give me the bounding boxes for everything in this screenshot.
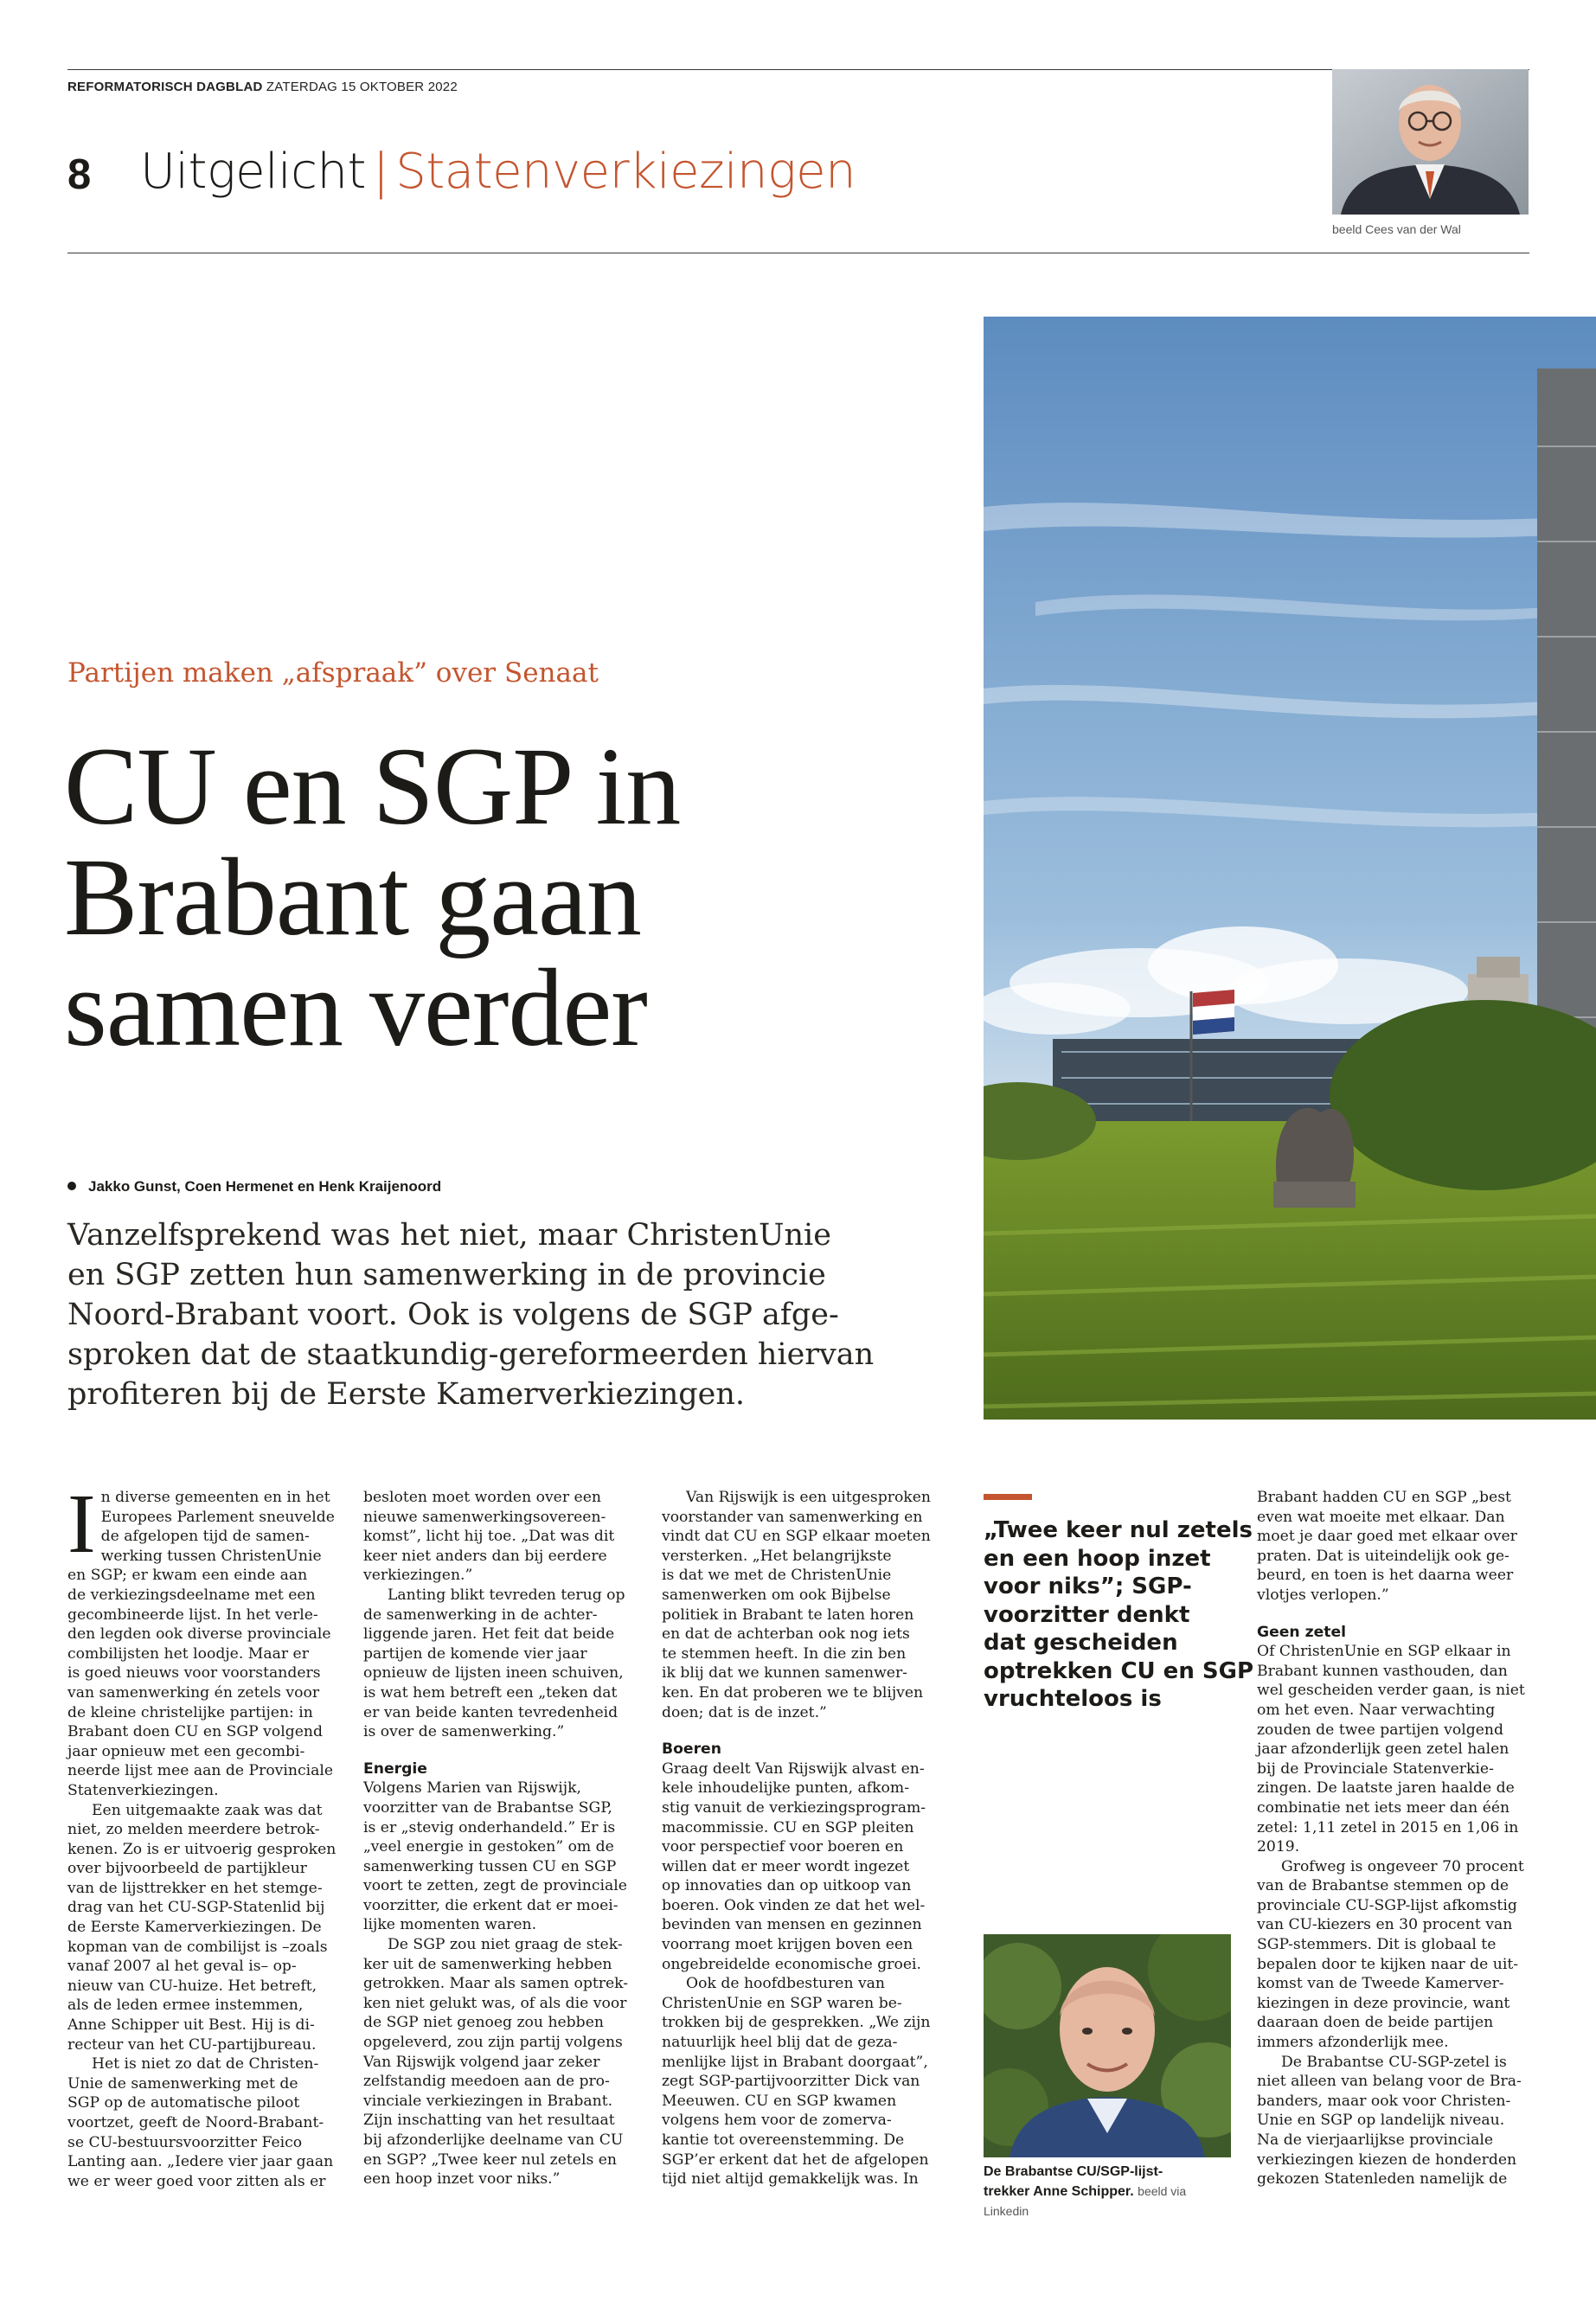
text-line: n diverse gemeenten en in het (100, 1489, 330, 1506)
text-line: niet alleen van belang voor de Bra- (1257, 2073, 1522, 2091)
text-line: werking tussen ChristenUnie (100, 1547, 322, 1565)
byline-authors: Jakko Gunst, Coen Hermenet en Henk Kraijenoord (88, 1178, 442, 1195)
text-line: lijke momenten waren. (363, 1916, 537, 1934)
text-line: bij de Provinciale Statenverkie- (1257, 1759, 1494, 1778)
text-line: van de lijsttrekker en het stemge- (67, 1879, 323, 1897)
caption-text: trekker Anne Schipper. (984, 2184, 1134, 2199)
intro-line: en SGP zetten hun samenwerking in de provincie (67, 1258, 826, 1292)
text-line: kele inhoudelijke punten, afkom- (662, 1779, 910, 1798)
text-line: combilijsten het loodje. Maar er (67, 1644, 309, 1663)
text-line: getrokken. Maar als samen optrek- (363, 1975, 629, 1993)
text-line: jaar afzonderlijk geen zetel halen (1257, 1740, 1509, 1759)
text-line: kopman van de combilijst is –zoals (67, 1938, 328, 1956)
text-line: 2019. (1257, 1838, 1300, 1856)
text-line: opnieuw de lijsten ineen schuiven, (363, 1664, 624, 1682)
text-line: besloten moet worden over een (363, 1489, 601, 1506)
top-rule (67, 69, 1529, 70)
text-line: neerde lijst mee aan de Provinciale (67, 1762, 333, 1780)
text-line: kenen. Zo is er uitvoerig gesproken (67, 1840, 337, 1858)
hero-photo (984, 317, 1596, 1420)
text-line: den legden ook diverse provinciale (67, 1625, 331, 1644)
text-line: voortzet, geeft de Noord-Brabant- (67, 2114, 324, 2131)
text-line: een hoop inzet voor niks.” (363, 2170, 561, 2189)
text-line: partijen de komende vier jaar (363, 1644, 587, 1663)
text-line: gecombineerde lijst. In het verle- (67, 1606, 318, 1624)
text-line: komst”, licht hij toe. „Dat was dit (363, 1528, 615, 1546)
text-line: ken niet gelukt was, of als die voor (363, 1994, 627, 2012)
text-line: Lanting aan. „Iedere vier jaar gaan (67, 2153, 334, 2171)
text-line: De Brabantse CU-SGP-zetel is (1281, 2053, 1507, 2071)
text-line: bevinden van mensen en gezinnen (662, 1916, 922, 1934)
text-line: is over de samenwerking.” (363, 1723, 565, 1741)
text-line: beurd, en toen is het daarna weer (1257, 1567, 1514, 1585)
quote-line: dat gescheiden (984, 1630, 1178, 1656)
text-line: immers afzonderlijk mee. (1257, 2034, 1449, 2052)
text-line: daaraan doen de beide partijen (1257, 2014, 1494, 2032)
text-line: en dat de achterban ook nog iets (662, 1625, 910, 1644)
text-line: is dat we met de ChristenUnie (662, 1567, 892, 1585)
text-line: Grofweg is ongeveer 70 procent (1281, 1857, 1524, 1875)
text-line: Het is niet zo dat de Christen- (92, 2055, 319, 2073)
text-line: Lanting blikt tevreden terug op (388, 1586, 625, 1604)
text-line: politiek in Brabant te laten horen (662, 1606, 914, 1624)
intro-line: Vanzelfsprekend was het niet, maar ChristenUnie (67, 1218, 831, 1253)
text-line: de samenwerking in de achter- (363, 1606, 598, 1624)
text-line: volgens hem voor de zomerva- (662, 2112, 892, 2130)
text-line: jaar opnieuw met een gecombi- (67, 1742, 305, 1760)
section-title (140, 144, 856, 200)
text-line: niet, zo melden meerdere betrok- (67, 1821, 320, 1839)
headline-line: Brabant gaan (64, 836, 641, 958)
text-line: versterken. „Het belangrijkste (662, 1547, 892, 1565)
text-line: verkiezingen.” (363, 1567, 473, 1585)
text-line: de SGP niet genoeg zou hebben (363, 2014, 604, 2032)
text-line: praten. Dat is uiteindelijk ook ge- (1257, 1547, 1509, 1565)
headline-line: samen verder (64, 946, 647, 1069)
text-line: zelfstandig meedoen aan de pro- (363, 2073, 610, 2091)
text-line: is wat hem betreft een „teken dat (363, 1683, 618, 1702)
text-line: Een uitgemaakte zaak was dat (92, 1801, 323, 1819)
quote-accent-bar (984, 1494, 1032, 1500)
article-kicker: Partijen maken „afspraak” over Senaat (67, 657, 599, 689)
text-line: vlotjes verlopen.” (1257, 1586, 1389, 1604)
text-line: kiezingen in deze provincie, want (1257, 1994, 1510, 2012)
text-line: Brabant kunnen vasthouden, dan (1257, 1662, 1508, 1680)
text-line: doen; dat is de inzet.” (662, 1703, 827, 1721)
pull-quote (984, 1516, 1253, 1714)
text-line: liggende jaren. Het feit dat beide (363, 1625, 615, 1644)
text-line: menlijke lijst in Brabant doorgaat”, (662, 2053, 928, 2071)
text-line: kantie tot overeenstemming. De (662, 2131, 905, 2149)
text-line: ken. En dat proberen we te blijven (662, 1683, 924, 1702)
text-line: opgeleverd, zou zijn partij volgens (363, 2034, 623, 2052)
quote-line: voorzitter denkt (984, 1601, 1190, 1628)
text-line: Volgens Marien van Rijswijk, (363, 1779, 581, 1798)
caption-credit: beeld via (1138, 2184, 1187, 2198)
subheading: Boeren (662, 1740, 721, 1759)
quote-line: voor niks”; SGP- (984, 1574, 1192, 1599)
text-line: vanaf 2007 al het geval is– op- (67, 1958, 297, 1976)
caption-credit: Linkedin (984, 2204, 1029, 2218)
subheading: Energie (363, 1759, 427, 1778)
section-separator: | (372, 144, 389, 200)
text-line: SGP’er erkent dat het de afgelopen (662, 2150, 929, 2169)
text-line: ker uit de samenwerking hebben (363, 1955, 612, 1973)
masthead (67, 80, 458, 94)
text-line: SGP-stemmers. Dit is globaal te (1257, 1936, 1497, 1954)
caption-text: De Brabantse CU/SGP-lijst- (984, 2164, 1163, 2179)
text-line: zetel: 1,11 zetel in 2015 en 1,06 in (1257, 1818, 1519, 1836)
text-line: Unie de samenwerking met de (67, 2074, 298, 2093)
text-line: is goed nieuws voor voorstanders (67, 1664, 321, 1682)
text-line: samenwerken om ook Bijbelse (662, 1586, 891, 1604)
text-line: en SGP? „Twee keer nul zetels en (363, 2150, 617, 2169)
text-line: SGP op de automatische piloot (67, 2094, 300, 2112)
text-line: is er „stevig onderhandeld.” Er is (363, 1818, 616, 1836)
text-line: wel gescheiden verder gaan, is niet (1257, 1682, 1525, 1700)
headline-line: CU en SGP in (64, 725, 681, 848)
text-line: „veel energie in gestoken” om de (363, 1838, 614, 1856)
intro-line: sproken dat de staatkundig-gereformeerden hiervan (67, 1337, 875, 1372)
intro-line: profiteren bij de Eerste Kamerverkiezingen. (67, 1377, 746, 1412)
text-line: Unie en SGP op landelijk niveau. (1257, 2112, 1505, 2130)
text-line: drag van het CU-SGP-Statenlid bij (67, 1899, 325, 1917)
body-column-2 (363, 1488, 638, 2189)
quote-line: optrekken CU en SGP (984, 1657, 1253, 1684)
text-line: vinciale verkiezingen in Brabant. (363, 2092, 613, 2110)
candidate-photo (984, 1934, 1231, 2157)
text-line: samenwerking tussen CU en SGP (363, 1857, 617, 1875)
text-line: Brabant doen CU en SGP volgend (67, 1723, 323, 1741)
quote-line: vruchteloos is (984, 1686, 1162, 1712)
text-line: verkiezingen kiezen de honderden (1257, 2150, 1517, 2169)
text-line: Zijn inschatting van het resultaat (363, 2112, 615, 2130)
photo-caption (984, 2163, 1243, 2221)
text-line: recteur van het CU-partijbureau. (67, 2035, 317, 2054)
text-line: moet je daar goed met elkaar over (1257, 1528, 1517, 1546)
text-line: stig vanuit de verkiezingsprogram- (662, 1798, 926, 1817)
text-line: komst van de Tweede Kamerver- (1257, 1975, 1504, 1993)
text-line: Brabant hadden CU en SGP „best (1257, 1489, 1511, 1506)
text-line: De SGP zou niet graag de stek- (388, 1936, 623, 1954)
text-line: keer niet anders dan bij eerdere (363, 1547, 607, 1565)
text-line: we er weer goed voor zitten als er (67, 2172, 326, 2190)
drop-cap: I (67, 1477, 96, 1571)
text-line: Van Rijswijk is een uitgesproken (686, 1489, 931, 1506)
text-line: Ook de hoofdbesturen van (686, 1975, 886, 1993)
text-line: Statenverkiezingen. (67, 1781, 219, 1799)
text-line: Graag deelt Van Rijswijk alvast en- (662, 1759, 925, 1778)
text-line: om het even. Naar verwachting (1257, 1701, 1496, 1719)
byline-bullet-icon (67, 1182, 76, 1190)
text-line: voorstander van samenwerking en (662, 1508, 923, 1526)
text-line: vindt dat CU en SGP elkaar moeten (662, 1528, 931, 1546)
text-line: banders, maar ook voor Christen- (1257, 2092, 1511, 2110)
text-line: ongebreidelde economische groei. (662, 1955, 921, 1973)
subheading: Geen zetel (1257, 1623, 1347, 1641)
subsection-name: Statenverkiezingen (395, 144, 856, 200)
text-line: en SGP; er kwam een einde aan (67, 1567, 308, 1585)
text-line: op innovaties dan op uitkoop van (662, 1877, 912, 1895)
text-line: provinciale CU-SGP-lijst afkomstig (1257, 1896, 1517, 1914)
text-line: voorzitter van de Brabantse SGP, (363, 1798, 612, 1817)
provinciehuis-illustration (984, 317, 1596, 1420)
text-line: boeren. Ook vinden ze dat het wel- (662, 1896, 926, 1914)
candidate-portrait-illustration (984, 1934, 1231, 2157)
text-line: de Eerste Kamerverkiezingen. De (67, 1919, 322, 1937)
text-line: zingen. De laatste jaren haalde de (1257, 1779, 1515, 1798)
text-line: de verkiezingsdeelname met een (67, 1586, 316, 1604)
text-line: voort te zetten, zegt de provinciale (363, 1877, 627, 1895)
text-line: als de leden ermee instemmen, (67, 1997, 304, 2015)
article-intro (67, 1215, 941, 1414)
text-line: trokken bij de gesprekken. „We zijn (662, 2014, 931, 2032)
text-line: even wat moeite met elkaar. Dan (1257, 1508, 1505, 1526)
text-line: Anne Schipper uit Best. Hij is di- (67, 2016, 315, 2035)
text-line: er van beide kanten tevredenheid (363, 1703, 619, 1721)
text-line: macommissie. CU en SGP pleiten (662, 1818, 914, 1836)
text-line: zouden de twee partijen volgend (1257, 1721, 1503, 1739)
text-line: bij afzonderlijke deelname van CU (363, 2131, 624, 2149)
text-line: voorzitter, die erkent dat er moei- (363, 1896, 619, 1914)
text-line: Meeuwen. CU en SGP kwamen (662, 2092, 897, 2110)
text-line: nieuw van CU-huize. Het betreft, (67, 1977, 317, 1995)
byline (67, 1178, 441, 1195)
text-line: Van Rijswijk volgend jaar zeker (363, 2053, 600, 2071)
quote-line: en een hoop inzet (984, 1545, 1211, 1572)
text-line: Europees Parlement sneuvelde (100, 1508, 335, 1526)
text-line: se CU-bestuursvoorzitter Feico (67, 2133, 303, 2151)
text-line: Na de vierjaarlijkse provinciale (1257, 2131, 1494, 2149)
text-line: ChristenUnie en SGP waren be- (662, 1994, 902, 2012)
text-line: de afgelopen tijd de samen- (100, 1528, 310, 1546)
text-line: Of ChristenUnie en SGP elkaar in (1257, 1643, 1511, 1661)
text-line: combinatie net iets meer dan één (1257, 1798, 1510, 1817)
intro-line: Noord-Brabant voort. Ook is volgens de SGP afge- (67, 1298, 839, 1332)
text-line: van CU-kiezers en 30 procent van (1257, 1916, 1513, 1934)
body-column-1 (67, 1477, 343, 2191)
text-line: te stemmen heeft. In die zin ben (662, 1644, 907, 1663)
body-column-3 (662, 1488, 937, 2189)
text-line: willen dat er meer wordt ingezet (662, 1857, 910, 1875)
text-line: tijd niet altijd gemakkelijk was. In (662, 2170, 919, 2189)
text-line: voor perspectief voor boeren en (662, 1838, 904, 1856)
text-line: natuurlijk heel blij dat de geza- (662, 2034, 898, 2052)
page-number: 8 (67, 151, 92, 198)
body-column-5 (1257, 1488, 1532, 2189)
section-name: Uitgelicht (140, 144, 366, 200)
paper-name: REFORMATORISCH DAGBLAD (67, 80, 263, 94)
quote-line: „Twee keer nul zetels (984, 1517, 1253, 1543)
article-headline (64, 725, 955, 1069)
text-line: nieuwe samenwerkingsovereen- (363, 1508, 606, 1526)
text-line: bepalen door te kijken naar de uit- (1257, 1955, 1519, 1973)
header-portrait (1332, 69, 1529, 215)
text-line: de kleine christelijke partijen: in (67, 1703, 313, 1721)
text-line: van samenwerking én zetels voor (67, 1683, 320, 1702)
text-line: gekozen Statenleden namelijk de (1257, 2170, 1508, 2189)
text-line: ik blij dat we kunnen samenwer- (662, 1664, 907, 1682)
text-line: van de Brabantse stemmen op de (1257, 1877, 1509, 1895)
text-line: zegt SGP-partijvoorzitter Dick van (662, 2073, 920, 2091)
issue-date: ZATERDAG 15 OKTOBER 2022 (266, 80, 458, 94)
portrait-credit: beeld Cees van der Wal (1332, 222, 1461, 236)
text-line: over bijvoorbeeld de partijkleur (67, 1860, 307, 1878)
text-line: voorrang moet krijgen boven een (662, 1936, 913, 1954)
portrait-illustration (1332, 69, 1529, 215)
